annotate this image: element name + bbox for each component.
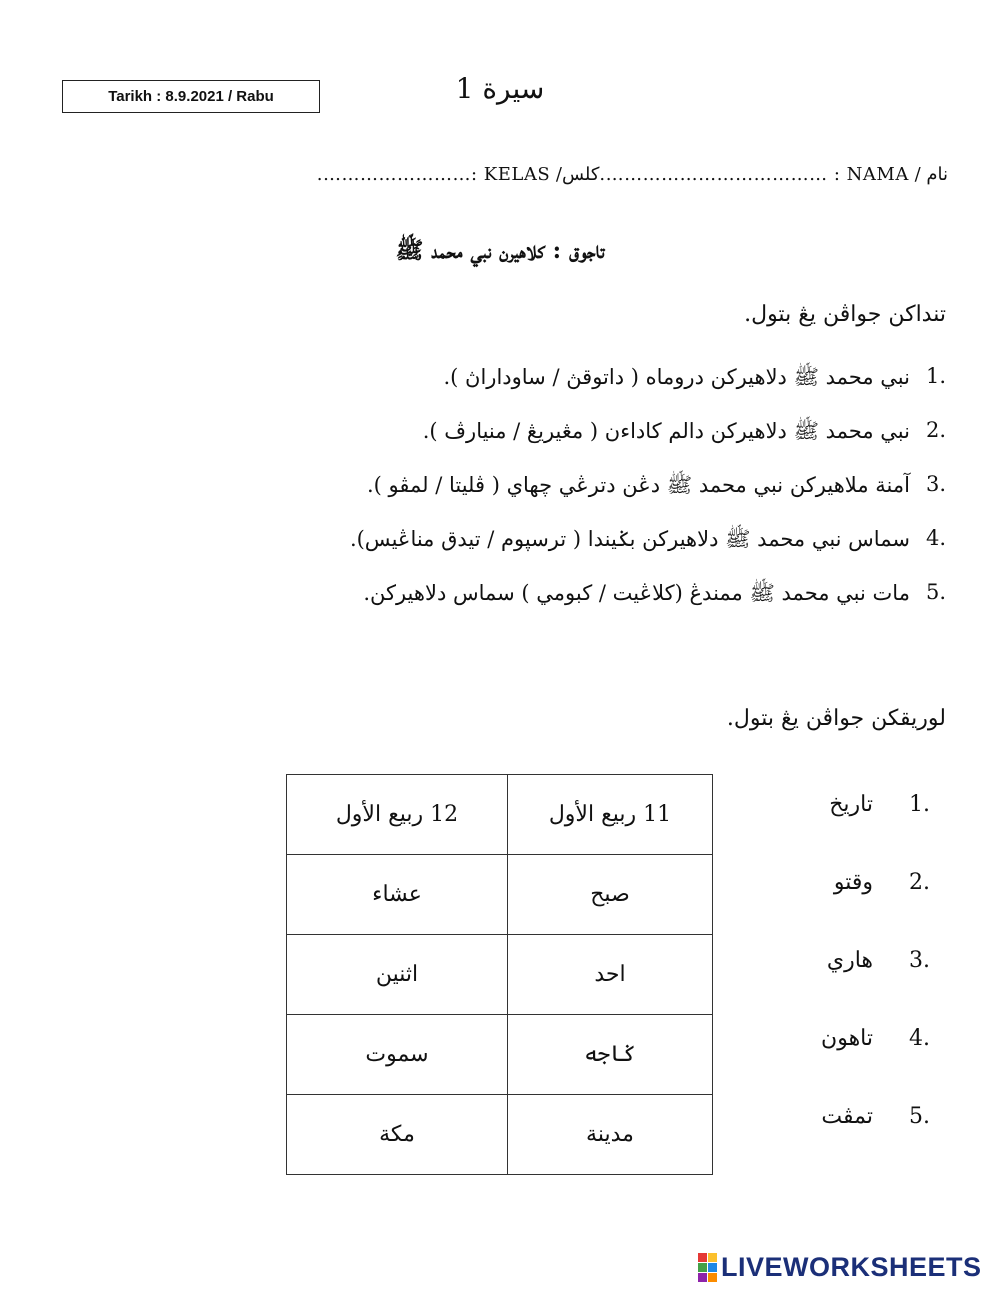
option-cell[interactable]: عشاء [287, 855, 508, 935]
question-text: مات نبي محمد ﷺ ممندڠ (كلاڠيت / كبومي ) سماس دلاهيركن. [363, 581, 910, 605]
name-class-line: نام / NAMA : ……………………………….كلس/ KELAS :……………………. [316, 164, 948, 185]
table-row [287, 1095, 713, 1175]
question-4[interactable] [350, 526, 946, 557]
topic-heading: تاجوق : كلاهيرن نبي محمد ﷺ [395, 237, 605, 264]
answer-table [286, 774, 713, 1175]
row-label-1 [780, 792, 930, 817]
row-number: 3. [909, 948, 930, 973]
liveworksheets-logo [698, 1252, 982, 1283]
option-cell[interactable]: احد [508, 935, 713, 1015]
question-1[interactable] [444, 364, 947, 395]
table-row [287, 855, 713, 935]
table-row [287, 935, 713, 1015]
row-label-3 [780, 948, 930, 973]
option-cell[interactable]: اثنين [287, 935, 508, 1015]
logo-mark-icon [698, 1253, 717, 1282]
question-text: آمنة ملاهيركن نبي محمد ﷺ دڠن دترڠي چهاي ( ڤليتا / لمڤو ). [366, 473, 910, 497]
row-label-text: تاريخ [829, 792, 873, 817]
question-number: 3. [925, 472, 946, 496]
question-text: نبي محمد ﷺ دلاهيركن دالم كاداءن ( مڠيريڠ / منيارڤ ). [422, 419, 910, 443]
row-label-2 [780, 870, 930, 895]
row-label-4 [780, 1026, 930, 1051]
option-cell[interactable]: مدينة [508, 1095, 713, 1175]
option-cell[interactable]: مكة [287, 1095, 508, 1175]
row-number: 4. [909, 1026, 930, 1051]
instruction-1: تنداكن جواڤن يڠ بتول. [744, 302, 946, 327]
instruction-2: لوريقكن جواڤن يڠ بتول. [726, 706, 946, 731]
row-number: 5. [909, 1104, 930, 1129]
row-label-text: تاهون [821, 1026, 873, 1051]
question-5[interactable] [363, 580, 946, 611]
row-label-text: وقتو [833, 870, 873, 895]
table-row [287, 775, 713, 855]
option-cell[interactable]: ݢاجه [508, 1015, 713, 1095]
question-number: 4. [925, 526, 946, 550]
page-title: سيرة 1 [455, 72, 545, 105]
question-text: سماس نبي محمد ﷺ دلاهيركن بݢيندا ( ترسڽوم / تيدق مناڠيس). [349, 527, 910, 551]
row-label-text: تمڤت [821, 1104, 873, 1129]
question-text: نبي محمد ﷺ دلاهيركن دروماه ( داتوقڽ / ساوداراڽ ). [443, 365, 910, 389]
question-number: 1. [925, 364, 946, 388]
row-number: 1. [909, 792, 930, 817]
option-cell[interactable]: صبح [508, 855, 713, 935]
logo-text: LIVEWORKSHEETS [721, 1252, 982, 1282]
option-cell[interactable]: 11 ربيع الأول [508, 775, 713, 855]
question-3[interactable] [367, 472, 946, 503]
question-number: 5. [925, 580, 946, 604]
date-box: Tarikh : 8.9.2021 / Rabu [62, 80, 320, 113]
row-label-text: هاري [826, 948, 873, 973]
row-number: 2. [909, 870, 930, 895]
row-label-5 [780, 1104, 930, 1129]
table-row [287, 1015, 713, 1095]
question-number: 2. [925, 418, 946, 442]
option-cell[interactable]: 12 ربيع الأول [287, 775, 508, 855]
option-cell[interactable]: سموت [287, 1015, 508, 1095]
question-2[interactable] [423, 418, 946, 449]
